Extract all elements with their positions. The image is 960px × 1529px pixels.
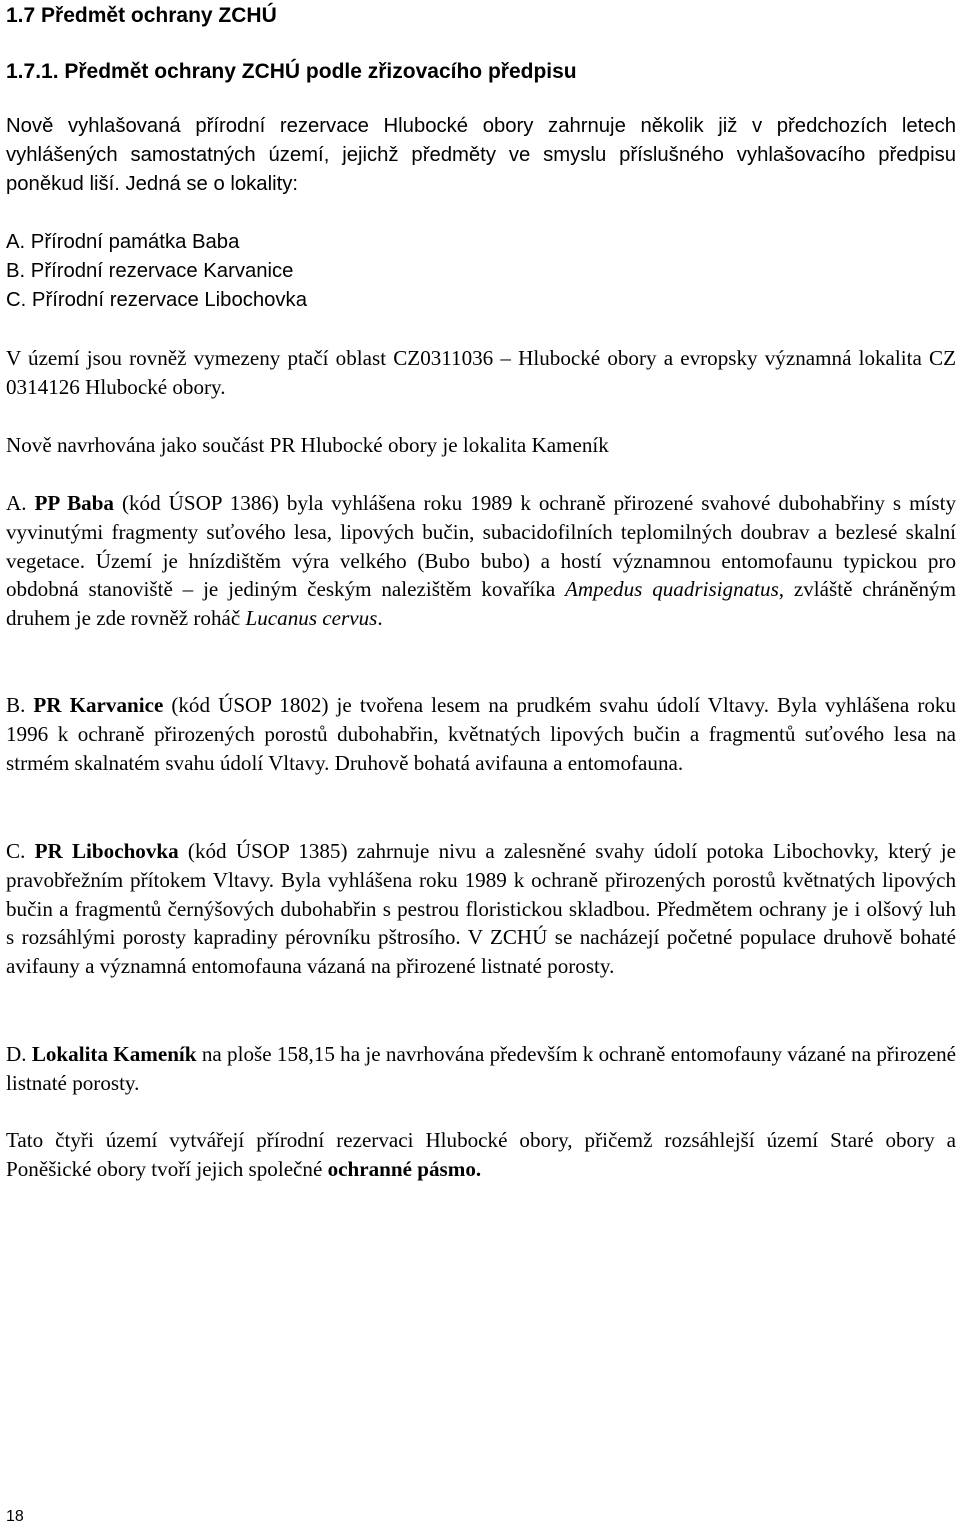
paragraph-text: . xyxy=(377,606,383,630)
locality-name: PR Karvanice xyxy=(33,693,164,717)
item-prefix: A. xyxy=(6,491,35,515)
paragraph-text: , zvláště chráněným druhem je zde rovněž roháč xyxy=(6,577,956,630)
list-item: B. Přírodní rezervace Karvanice xyxy=(6,259,294,282)
paragraph-kamenik xyxy=(6,1040,956,1098)
locality-name: Lokalita Kameník xyxy=(31,1042,197,1066)
bird-area-paragraph: V území jsou rovněž vymezeny ptačí oblast CZ0311036 – Hlubocké obory a evropsky významná lokalita CZ 0314126 Hlubocké obory. xyxy=(6,346,956,399)
subsection-heading: 1.7.1. Předmět ochrany ZCHÚ podle zřizovacího předpisu xyxy=(6,60,577,83)
species-name: Lucanus cervus xyxy=(245,606,378,630)
intro-paragraph: Nově vyhlašovaná přírodní rezervace Hlubocké obory zahrnuje několik již v předchozích letech vyhlášených samostatných území, jejichž předměty ve smyslu příslušného vyhlašovacího předpisu poněkud liší. Jedná se o lokality: xyxy=(6,115,956,195)
species-name: Ampedus quadrisignatus xyxy=(565,577,779,602)
closing-paragraph xyxy=(6,1126,956,1184)
paragraph-karvanice xyxy=(6,691,956,777)
paragraph-baba xyxy=(6,489,956,633)
locality-name: PP Baba xyxy=(34,491,114,515)
paragraph-text: (kód ÚSOP 1802) je tvořena lesem na prudkém svahu údolí Vltavy. Byla vyhlášena roku 1996 k ochraně přirozených porostů dubohabřin, květnatých lipových bučin a fragmentů suťového lesa na strmém skalnatém svahu údolí Vltavy. Druhově bohatá avifauna a entomofauna. xyxy=(6,693,956,775)
paragraph-text: na ploše 158,15 ha je navrhována především k ochraně entomofauny vázané na přirozené listnaté porosty. xyxy=(6,1042,956,1095)
paragraph-libochovka xyxy=(6,837,956,981)
paragraph-text: (kód ÚSOP 1386) byla vyhlášena roku 1989 k ochraně přirozené svahové dubohabřiny s místy vyvinutými fragmenty suťového lesa, lipových bučin, subacidofilních teplomilných doubrav a bezlesé skalní vegetace. Území je hnízdištěm výra velkého (Bubo bubo) a hostí významnou entomofaunu typickou pro obdobná stanoviště – je jediným českým nalezištěm kovaříka xyxy=(6,491,957,602)
item-prefix: C. xyxy=(6,839,35,863)
locality-name: PR Libochovka xyxy=(34,839,179,863)
list-item: C. Přírodní rezervace Libochovka xyxy=(6,288,307,311)
emphasis-text: ochranné pásmo. xyxy=(327,1156,482,1181)
proposal-paragraph: Nově navrhována jako součást PR Hlubocké obory je lokalita Kameník xyxy=(6,433,609,457)
paragraph-text: (kód ÚSOP 1385) zahrnuje nivu a zalesněné svahy údolí potoka Libochovky, který je pravobřežním přítokem Vltavy. Byla vyhlášena roku 1989 k ochraně přirozených porostů květnatých lipových bučin a fragmentů černýšových dubohabřin s pestrou floristickou skladbou. Předmětem ochrany je i olšový luh s rozsáhlými porosty kapradiny pérovníku pštrosího. V ZCHÚ se nacházejí početné populace druhově bohaté avifauny a významná entomofauna vázaná na přirozené listnaté porosty. xyxy=(6,839,956,978)
localities-list xyxy=(6,228,307,315)
section-heading: 1.7 Předmět ochrany ZCHÚ xyxy=(6,4,277,27)
page-number: 18 xyxy=(6,1508,24,1525)
list-item: A. Přírodní památka Baba xyxy=(6,231,240,253)
item-prefix: D. xyxy=(6,1042,32,1066)
paragraph-text: Tato čtyři území vytvářejí přírodní rezervaci Hlubocké obory, přičemž rozsáhlejší území Staré obory a Poněšické obory tvoří jejich společné xyxy=(6,1128,956,1181)
item-prefix: B. xyxy=(6,693,34,717)
